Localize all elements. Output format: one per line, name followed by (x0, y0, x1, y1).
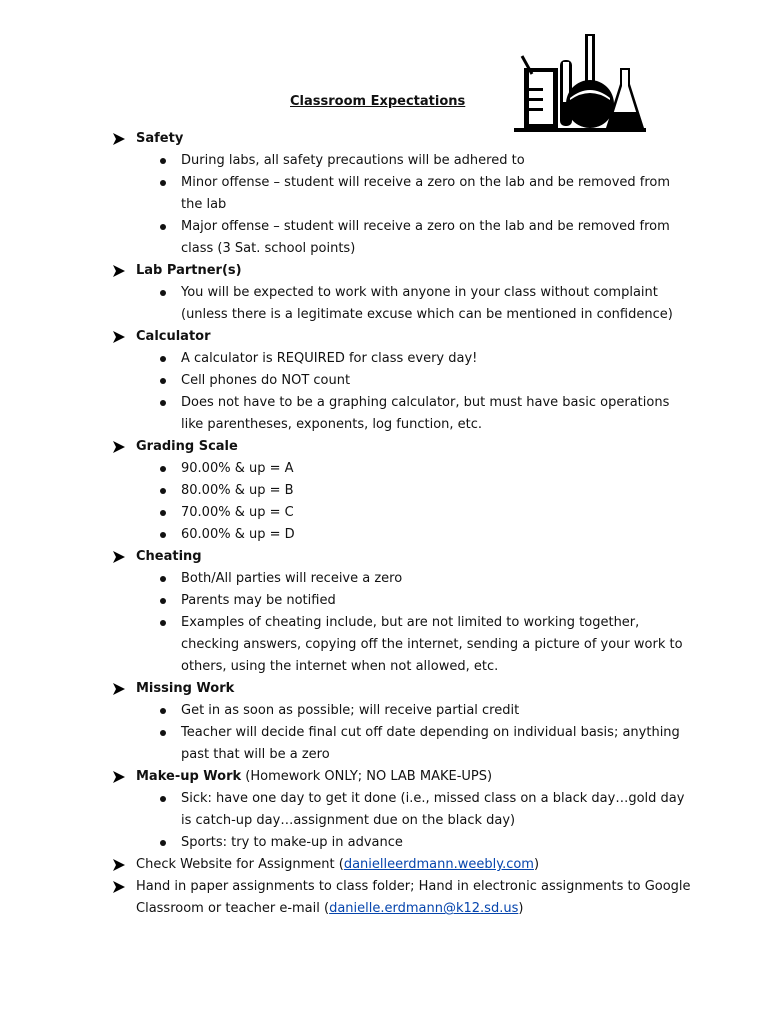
list-item: Get in as soon as possible; will receive partial credit (112, 700, 692, 722)
list-item: Sick: have one day to get it done (i.e., missed class on a black day…gold day is catch-up day…assignment due on the black day) (112, 788, 692, 832)
arrowhead-bullet-icon (112, 330, 126, 344)
page-title: Classroom Expectations (290, 94, 466, 109)
expectations-list (112, 128, 692, 920)
list-item: Teacher will decide final cut off date depending on individual basis; anything past that will be a zero (112, 722, 692, 766)
list-item: 70.00% & up = C (112, 502, 692, 524)
list-item: Major offense – student will receive a zero on the lab and be removed from class (3 Sat. school points) (112, 216, 692, 260)
section-website (112, 854, 692, 876)
bullet-icon (160, 708, 166, 714)
bullet-icon (160, 510, 166, 516)
list-item: Cell phones do NOT count (112, 370, 692, 392)
list-item: Minor offense – student will receive a zero on the lab and be removed from the lab (112, 172, 692, 216)
section-lab-partners (112, 260, 692, 326)
bullet-icon (160, 180, 166, 186)
hand-in-text: Hand in paper assignments to class folder; Hand in electronic assignments to Google Classroom or teacher e-mail ( (136, 879, 691, 916)
bullet-icon (160, 400, 166, 406)
section-grading-scale (112, 436, 692, 546)
list-item: Sports: try to make-up in advance (112, 832, 692, 854)
section-title: Safety (136, 131, 184, 146)
lab-glassware-icon (510, 28, 650, 138)
bullet-icon (160, 620, 166, 626)
section-calculator (112, 326, 692, 436)
section-title: Missing Work (136, 681, 235, 696)
bullet-icon (160, 356, 166, 362)
section-title: Grading Scale (136, 439, 238, 454)
website-text-end: ) (533, 857, 540, 872)
bullet-icon (160, 488, 166, 494)
website-link[interactable]: danielleerdmann.weebly.com (343, 857, 534, 872)
list-item: Does not have to be a graphing calculator, but must have basic operations like parentheses, exponents, log function, etc. (112, 392, 692, 436)
section-title: Calculator (136, 329, 211, 344)
bullet-icon (160, 840, 166, 846)
hand-in-text-end: ) (518, 901, 524, 916)
bullet-icon (160, 532, 166, 538)
list-item: Both/All parties will receive a zero (112, 568, 692, 590)
section-title: Make-up Work (136, 769, 242, 784)
arrowhead-bullet-icon (112, 770, 126, 784)
arrowhead-bullet-icon (112, 264, 126, 278)
arrowhead-bullet-icon (112, 880, 126, 894)
section-note: (Homework ONLY; NO LAB MAKE-UPS) (241, 769, 493, 784)
bullet-icon (160, 598, 166, 604)
email-link[interactable]: danielle.erdmann@k12.sd.us (329, 901, 519, 916)
list-item: 90.00% & up = A (112, 458, 692, 480)
bullet-icon (160, 730, 166, 736)
section-title: Cheating (136, 549, 202, 564)
list-item: Parents may be notified (112, 590, 692, 612)
section-safety (112, 128, 692, 260)
list-item: Examples of cheating include, but are not limited to working together, checking answers, copying off the internet, sending a picture of your work to others, using the internet when not allowed, etc. (112, 612, 692, 678)
bullet-icon (160, 290, 166, 296)
list-item: You will be expected to work with anyone in your class without complaint (unless there is a legitimate excuse which can be mentioned in confidence) (112, 282, 692, 326)
bullet-icon (160, 576, 166, 582)
section-title: Lab Partner(s) (136, 263, 242, 278)
bullet-icon (160, 158, 166, 164)
list-item: A calculator is REQUIRED for class every day! (112, 348, 692, 370)
arrowhead-bullet-icon (112, 132, 126, 146)
list-item: 80.00% & up = B (112, 480, 692, 502)
website-text: Check Website for Assignment ( (136, 857, 344, 872)
section-cheating (112, 546, 692, 678)
bullet-icon (160, 466, 166, 472)
arrowhead-bullet-icon (112, 550, 126, 564)
bullet-icon (160, 378, 166, 384)
section-missing-work (112, 678, 692, 766)
list-item: During labs, all safety precautions will be adhered to (112, 150, 692, 172)
section-make-up-work (112, 766, 692, 854)
list-item: 60.00% & up = D (112, 524, 692, 546)
arrowhead-bullet-icon (112, 682, 126, 696)
arrowhead-bullet-icon (112, 858, 126, 872)
section-hand-in (112, 876, 692, 920)
bullet-icon (160, 796, 166, 802)
bullet-icon (160, 224, 166, 230)
arrowhead-bullet-icon (112, 440, 126, 454)
